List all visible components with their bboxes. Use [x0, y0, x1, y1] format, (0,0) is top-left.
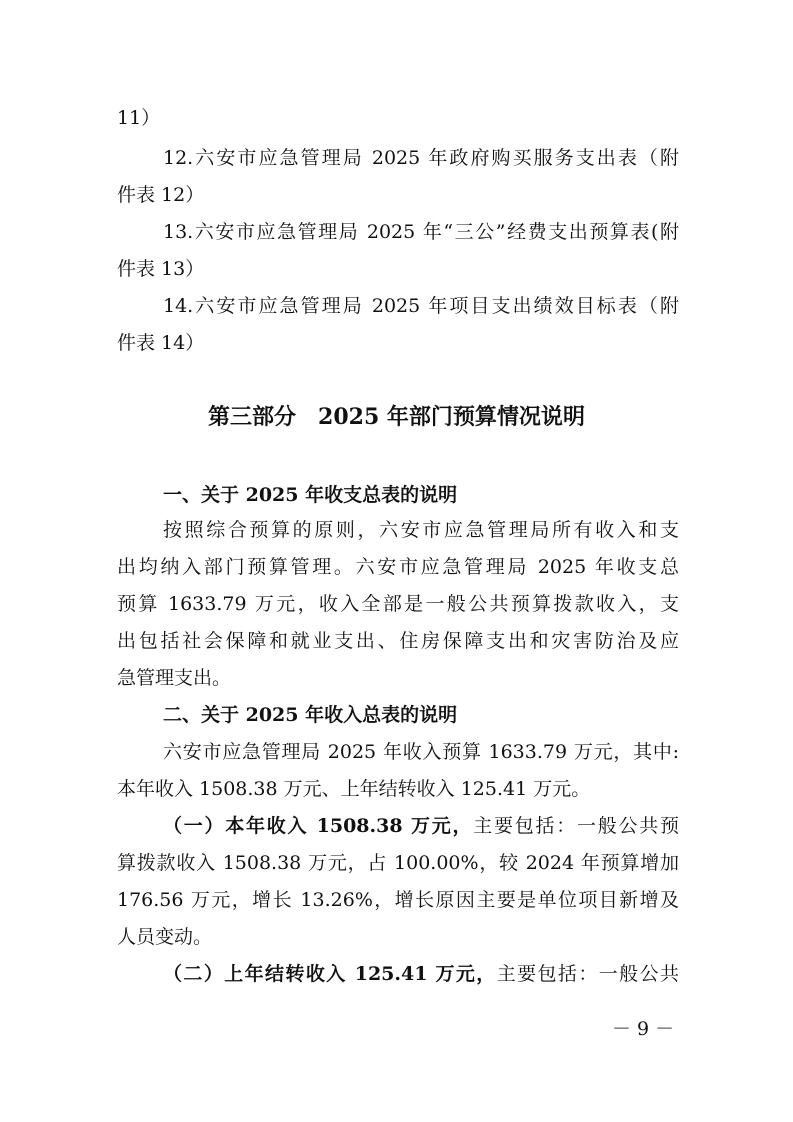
part2-paragraph-line: 六安市应急管理局 2025 年收入预算 1633.79 万元，其中:	[163, 741, 679, 763]
subsection-1-heading: （一）本年收入 1508.38 万元，	[163, 815, 474, 837]
subsection-2-text: 主要包括：一般公共	[496, 963, 679, 985]
subsection-2-heading: （二）上年结转收入 125.41 万元，	[163, 963, 497, 985]
subsection-1-line	[163, 814, 679, 838]
subsection-1-line: 176.56 万元，增长 13.26%，增长原因主要是单位项目新增及	[117, 889, 679, 911]
part1-paragraph-line: 预算 1633.79 万元，收入全部是一般公共预算拨款收入，支	[117, 593, 679, 615]
list-item-continuation-11: 11）	[117, 107, 161, 129]
subsection-1-line: 算拨款收入 1508.38 万元，占 100.00%，较 2024 年预算增加	[117, 852, 679, 874]
part1-paragraph-line: 急管理支出。	[117, 667, 232, 689]
list-item-12-continuation: 件表 12）	[117, 184, 205, 206]
subsection-1-text: 主要包括：一般公共预	[473, 815, 679, 837]
part1-paragraph-line: 出均纳入部门预算管理。六安市应急管理局 2025 年收支总	[117, 556, 679, 578]
page-number: － 9 －	[612, 1018, 675, 1040]
list-item-14: 14.六安市应急管理局 2025 年项目支出绩效目标表（附	[163, 295, 679, 317]
part1-heading: 一、关于 2025 年收支总表的说明	[163, 484, 458, 506]
part1-paragraph-line: 按照综合预算的原则，六安市应急管理局所有收入和支	[163, 519, 679, 541]
list-item-13: 13.六安市应急管理局 2025 年“三公”经费支出预算表(附	[163, 221, 679, 243]
part1-paragraph-line: 出包括社会保障和就业支出、住房保障支出和灾害防治及应	[117, 630, 679, 652]
list-item-14-continuation: 件表 14）	[117, 332, 205, 354]
subsection-2-line	[163, 962, 679, 986]
part2-heading: 二、关于 2025 年收入总表的说明	[163, 704, 458, 726]
section-title: 第三部分 2025 年部门预算情况说明	[208, 404, 585, 430]
list-item-13-continuation: 件表 13）	[117, 258, 205, 280]
part2-paragraph-line: 本年收入 1508.38 万元、上年结转收入 125.41 万元。	[117, 778, 591, 800]
subsection-1-line: 人员变动。	[117, 926, 213, 948]
list-item-12: 12.六安市应急管理局 2025 年政府购买服务支出表（附	[163, 147, 679, 169]
